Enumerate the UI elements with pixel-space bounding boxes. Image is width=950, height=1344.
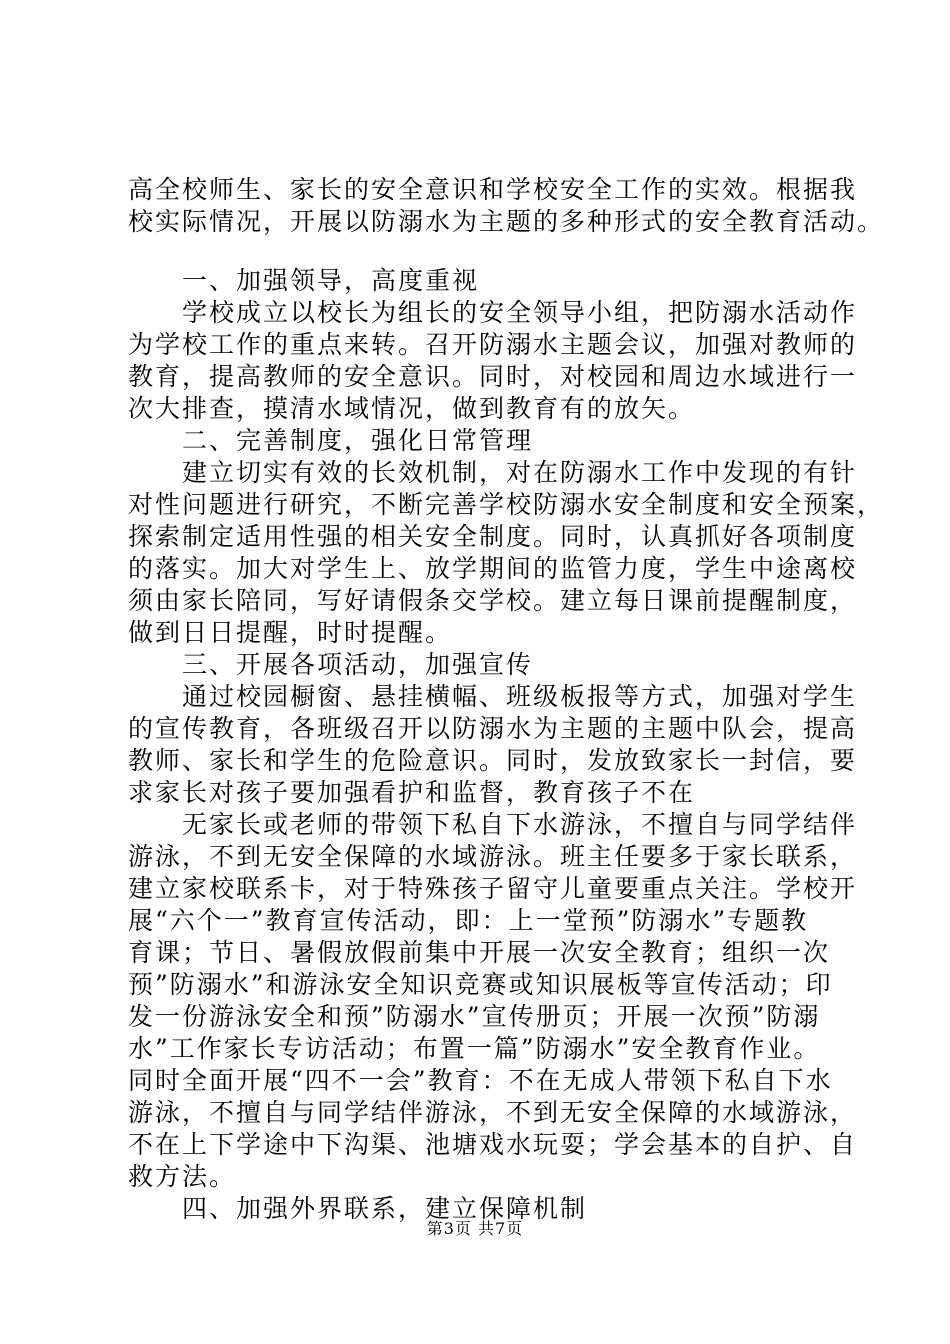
paragraph-line: 不在上下学途中下沟渠、池塘戏水玩耍；学会基本的自护、自 <box>128 1130 858 1159</box>
document-body <box>128 174 885 1225</box>
paragraph-line: 水”工作家长专访活动；布置一篇”防溺水”安全教育作业。 <box>128 1034 821 1063</box>
paragraph-line: 高全校师生、家长的安全意识和学校安全工作的实效。根据我 <box>128 175 858 204</box>
paragraph-line: 为学校工作的重点来转。召开防溺水主题会议，加强对教师的 <box>128 330 858 359</box>
section-heading-1: 一、加强领导，高度重视 <box>182 266 480 295</box>
paragraph-line: 求家长对孩子要加强看护和监督，教育孩子不在 <box>128 778 696 807</box>
paragraph-line: 育课；节日、暑假放假前集中开展一次安全教育；组织一次 <box>128 938 831 967</box>
paragraph-line: 须由家长陪同，写好请假条交学校。建立每日课前提醒制度， <box>128 586 858 615</box>
paragraph-line: 对性问题进行研究，不断完善学校防溺水安全制度和安全预案， <box>128 490 885 519</box>
paragraph-line: 次大排查，摸清水域情况，做到教育有的放矢。 <box>128 394 696 423</box>
page-number-label: 第3页 共7页 <box>426 1219 524 1238</box>
section-heading-2: 二、完善制度，强化日常管理 <box>182 426 534 455</box>
paragraph-line: 教育，提高教师的安全意识。同时，对校园和周边水域进行一 <box>128 362 858 391</box>
paragraph-line: 预”防溺水”和游泳安全知识竞赛或知识展板等宣传活动；印 <box>128 970 833 999</box>
paragraph-line: 发一份游泳安全和预”防溺水”宣传册页；开展一次预”防溺 <box>128 1002 821 1031</box>
paragraph-line: 的宣传教育，各班级召开以防溺水为主题的主题中队会，提高 <box>128 714 858 743</box>
paragraph-line: 无家长或老师的带领下私自下水游泳，不擅自与同学结伴 <box>182 810 858 839</box>
paragraph-line: 的落实。加大对学生上、放学期间的监管力度，学生中途离校 <box>128 554 858 583</box>
paragraph-line: 游泳，不擅自与同学结伴游泳，不到无安全保障的水域游泳， <box>128 1098 858 1127</box>
paragraph-line: 建立切实有效的长效机制，对在防溺水工作中发现的有针 <box>182 458 858 487</box>
paragraph-line: 展“六个一”教育宣传活动，即：上一堂预”防溺水”专题教 <box>128 906 809 935</box>
paragraph-line: 通过校园橱窗、悬挂横幅、班级板报等方式，加强对学生 <box>182 682 858 711</box>
paragraph-gap <box>128 238 858 265</box>
page-footer <box>0 1219 950 1239</box>
paragraph-line: 学校成立以校长为组长的安全领导小组，把防溺水活动作 <box>182 298 858 327</box>
paragraph-line: 教师、家长和学生的危险意识。同时，发放致家长一封信，要 <box>128 746 858 775</box>
section-heading-3: 三、开展各项活动，加强宣传 <box>182 650 534 679</box>
paragraph-line: 救方法。 <box>128 1162 237 1191</box>
paragraph-line: 建立家校联系卡，对于特殊孩子留守儿童要重点关注。学校开 <box>128 874 858 903</box>
section-heading-4: 四、加强外界联系，建立保障机制 <box>182 1194 588 1223</box>
paragraph-line: 做到日日提醒，时时提醒。 <box>128 618 453 647</box>
paragraph-line: 游泳，不到无安全保障的水域游泳。班主任要多于家长联系， <box>128 842 858 871</box>
paragraph-line: 探索制定适用性强的相关安全制度。同时，认真抓好各项制度 <box>128 522 858 551</box>
paragraph-line: 同时全面开展“四不一会”教育：不在无成人带领下私自下水 <box>128 1066 833 1095</box>
paragraph-line: 校实际情况，开展以防溺水为主题的多种形式的安全教育活动。 <box>128 207 885 236</box>
